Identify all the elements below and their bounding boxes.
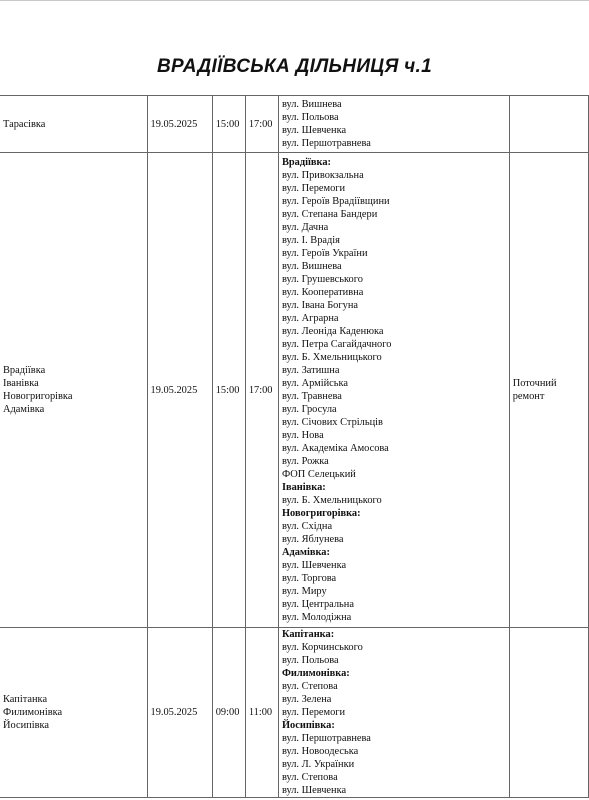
table-row [0,628,589,798]
street-name: вул. Молодіжна [281,612,352,623]
settlement-name: Новогригорівка [3,391,73,402]
settlement-name: Йосипівка [3,720,49,731]
street-name: вул. Шевченка [281,560,347,571]
date-cell: 19.05.2025 [147,153,212,628]
start-time-cell: 09:00 [212,628,245,798]
street-name: вул. Нова [281,430,324,441]
settlements-cell [0,628,147,798]
street-name: вул. Зелена [281,694,332,705]
street-name: вул. Аграрна [281,313,339,324]
street-name: вул. Степова [281,681,338,692]
street-name: вул. Дачна [281,222,329,233]
settlement-heading: Капітанка: [281,629,335,640]
date-cell: 19.05.2025 [147,628,212,798]
street-name: вул. Б. Хмельницького [281,495,382,506]
street-name: вул. Академіка Амосова [281,443,389,454]
street-name: вул. Героїв Врадіївщини [281,196,390,207]
top-border [0,0,589,1]
work-type-cell [509,96,588,153]
table-row [0,96,589,153]
settlement-heading: Врадіївка: [281,157,331,168]
street-name: вул. Східна [281,521,333,532]
settlement-name: Врадіївка [3,365,46,376]
street-name: вул. Торгова [281,573,337,584]
table-row [0,153,589,628]
street-name: вул. Гросула [281,404,337,415]
street-name: вул. Армійська [281,378,349,389]
settlement-heading: Іванівка: [281,482,326,493]
start-time-cell: 15:00 [212,153,245,628]
street-name: вул. Кооперативна [281,287,364,298]
street-name: вул. Перемоги [281,183,346,194]
work-type-cell: Поточний ремонт [509,153,588,628]
street-name: вул. Привокзальна [281,170,364,181]
street-name: вул. І. Врадія [281,235,340,246]
settlement-heading: Филимонівка: [281,668,350,679]
streets-cell [278,628,509,798]
end-time-cell: 17:00 [245,153,278,628]
street-name: вул. Рожка [281,456,329,467]
street-name: вул. Польова [281,112,339,123]
start-time-cell: 15:00 [212,96,245,153]
settlement-name: Іванівка [3,378,39,389]
page-title: ВРАДІЇВСЬКА ДІЛЬНИЦЯ ч.1 [157,56,432,77]
settlement-name: Тарасівка [3,118,46,130]
street-name: вул. Степова [281,772,338,783]
street-name: вул. Новоодеська [281,746,359,757]
street-name: вул. Героїв України [281,248,368,259]
settlement-heading: Адамівка: [281,547,330,558]
street-name: вул. Шевченка [281,125,347,136]
date-cell: 19.05.2025 [147,96,212,153]
street-name: вул. Вишнева [281,261,342,272]
street-name: вул. Петра Сагайдачного [281,339,392,350]
street-name: вул. Травнева [281,391,342,402]
end-time-cell: 11:00 [245,628,278,798]
outage-schedule-table [0,95,589,798]
street-name: вул. Першотравнева [281,138,371,149]
street-name: вул. Л. Українки [281,759,355,770]
street-name: ФОП Селецький [281,469,356,480]
street-name: вул. Центральна [281,599,354,610]
settlements-cell [0,96,147,153]
work-type-cell [509,628,588,798]
street-name: вул. Грушевського [281,274,363,285]
settlements-cell [0,153,147,628]
street-name: вул. Польова [281,655,339,666]
street-name: вул. Корчинського [281,642,363,653]
settlement-heading: Йосипівка: [281,720,335,731]
street-name: вул. Б. Хмельницького [281,352,382,363]
street-name: вул. Івана Богуна [281,300,359,311]
streets-cell [278,96,509,153]
street-name: вул. Миру [281,586,327,597]
settlement-name: Филимонівка [3,707,63,718]
street-name: вул. Перемоги [281,707,346,718]
street-name: вул. Затишна [281,365,340,376]
street-name: вул. Січових Стрільців [281,417,383,428]
street-name: вул. Яблунева [281,534,344,545]
end-time-cell: 17:00 [245,96,278,153]
street-name: вул. Вишнева [281,99,342,110]
settlement-heading: Новогригорівка: [281,508,361,519]
settlement-name: Капітанка [3,694,48,705]
street-name: вул. Шевченка [281,785,347,796]
settlement-name: Адамівка [3,404,45,415]
street-name: вул. Першотравнева [281,733,371,744]
street-name: вул. Степана Бандери [281,209,378,220]
street-name: вул. Леоніда Каденюка [281,326,384,337]
streets-cell [278,153,509,628]
